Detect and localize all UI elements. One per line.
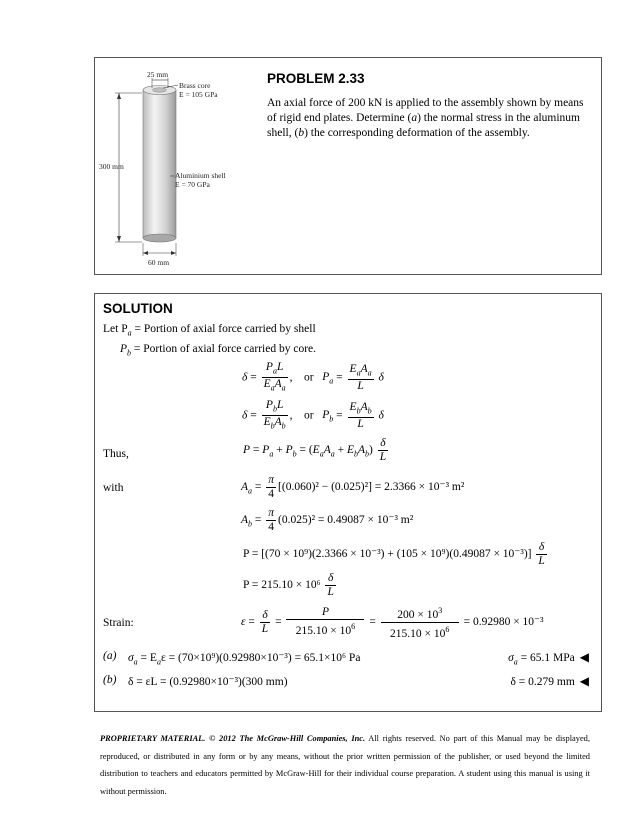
definition-pb: $P_b$ = Portion of axial force carried by core. — [120, 343, 317, 358]
eq-area-b: $A_b$ = $\frac{\pi}{4}$ (0.025)² = 0.49087 × 10⁻³ m² — [241, 507, 414, 533]
eq-force-sum: P = [(70 × 10⁹)(2.3366 × 10⁻³) + (105 × 10⁹)(0.49087 × 10⁻³)] $\frac{\delta}{L}$ — [243, 541, 545, 567]
shell-label: Aluminium shell — [175, 171, 226, 180]
problem-statement: An axial force of 200 kN is applied to the assembly shown by means of rigid end plates. Determine (a) the normal stress in the aluminum shell, (b) the corresponding deformation of the assembly. — [267, 97, 584, 139]
eq-total-force: $P = P_a + P_b = (E_aA_a + E_bA_b)$ $\frac{\delta}{L}$ — [243, 437, 387, 463]
answer-a: $\sigma_a = 65.1$ MPa ◀ — [508, 650, 589, 667]
label-part-b: (b) — [103, 674, 117, 686]
core-modulus: E = 105 GPa — [179, 90, 218, 99]
copyright-footer: PROPRIETARY MATERIAL. © 2012 The McGraw-Hill Companies, Inc. All rights reserved. No part of this Manual may be displayed, reproduced, or distributed in any form or by any means, without the prior written permission of the publisher, or used beyond the limited distribution to teachers and educators permitted by McGraw-Hill for their individual course preparation. A student using this manual is using it without permission. — [100, 734, 590, 796]
label-part-a: (a) — [103, 650, 117, 662]
label-strain: Strain: — [103, 617, 134, 629]
eq-strain: ε = $\frac{\delta}{L}$ = $\frac{P}{215.10 \times 10^6}$ = $\frac{200 \times 10^3}{215.10 \times 10^6}$ = 0.92980 × 10⁻³ — [241, 606, 544, 640]
eq-stress: $\sigma_a = E_a\varepsilon = (70\times 10^9)(0.92980\times 10^{-3}) = 65.1\times 10^6$ Pa — [128, 652, 361, 667]
eq-area-a: $A_a$ = $\frac{\pi}{4}$ [(0.060)² − (0.025)²] = 2.3366 × 10⁻³ m² — [241, 474, 465, 500]
definition-pa: Let $P_a$ = Portion of axial force carried by shell — [103, 323, 316, 338]
label-with: with — [103, 482, 124, 494]
eq-delta-a: δ = $\frac{P_aL}{E_aA_a}$ , or $P_a$ = $\frac{E_aA_a}{L}$ δ — [242, 361, 384, 393]
core-label: Brass core — [179, 81, 211, 90]
label-thus: Thus, — [103, 448, 129, 460]
answer-marker-icon: ◀ — [579, 674, 589, 688]
problem-title: PROBLEM 2.33 — [267, 71, 365, 86]
answer-b: δ = 0.279 mm ◀ — [510, 674, 589, 688]
eq-delta-b: δ = $\frac{P_bL}{E_bA_b}$ , or $P_b$ = $\frac{E_bA_b}{L}$ δ — [242, 399, 384, 431]
dim-bottom-label: 60 mm — [148, 258, 170, 267]
problem-box — [94, 57, 602, 275]
eq-force-result: P = 215.10 × 10⁶ $\frac{\delta}{L}$ — [243, 572, 334, 598]
solution-title: SOLUTION — [103, 301, 173, 316]
dim-top-label: 25 mm — [147, 70, 169, 79]
shell-modulus: E = 70 GPa — [175, 180, 210, 189]
eq-deformation: δ = εL = (0.92980×10⁻³)(300 mm) — [128, 676, 288, 688]
height-label: 300 mm — [99, 162, 124, 171]
solution-box — [94, 293, 602, 712]
answer-marker-icon: ◀ — [579, 650, 589, 664]
